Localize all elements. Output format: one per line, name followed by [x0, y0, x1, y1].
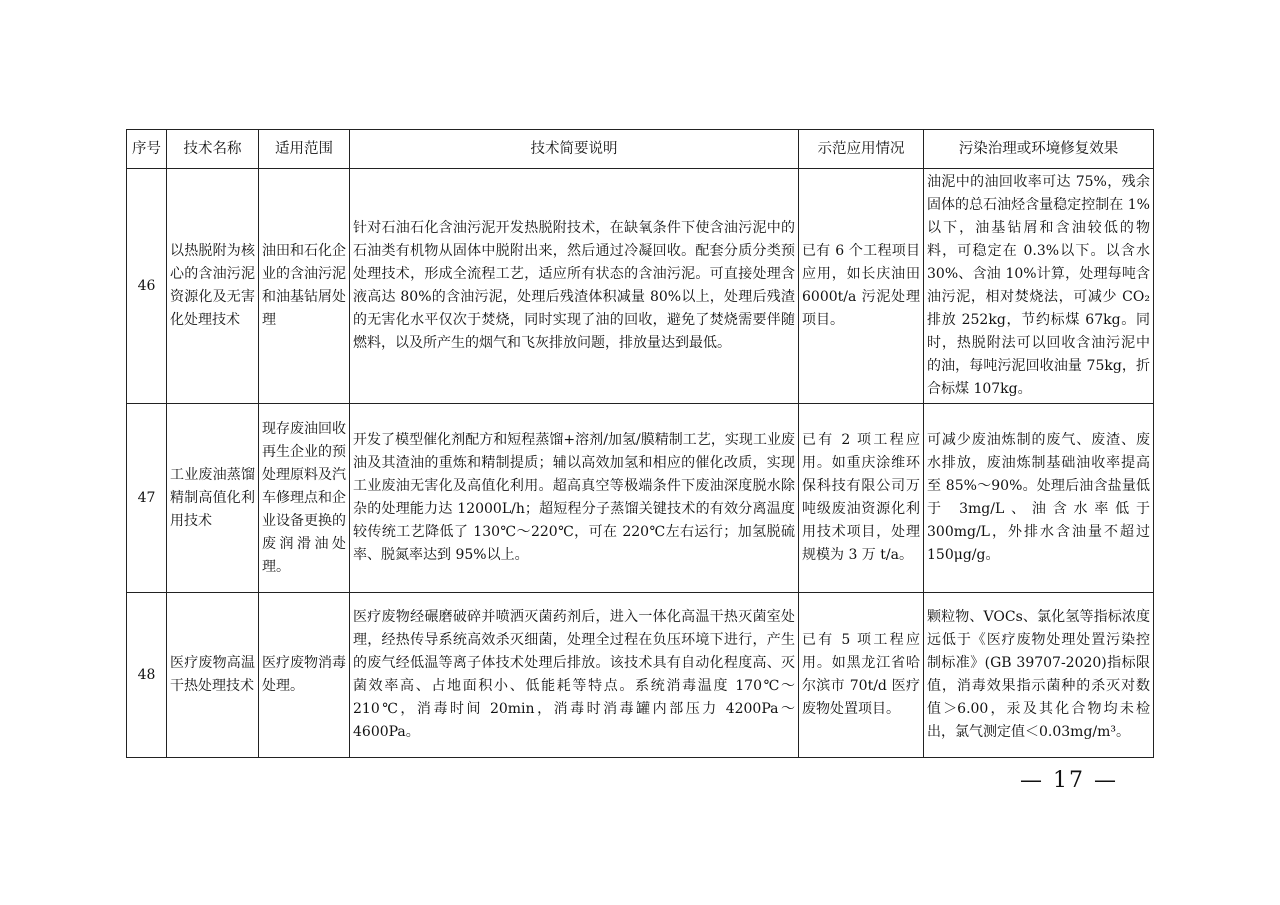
header-name: 技术名称: [167, 130, 259, 169]
row-number: 47: [127, 404, 167, 593]
table-row: [127, 404, 1154, 593]
row-number: 48: [127, 593, 167, 758]
application-scope: 油田和石化企业的含油污泥和油基钻屑处理: [259, 169, 350, 404]
technology-name: 工业废油蒸馏精制高值化利用技术: [167, 404, 259, 593]
technology-table: [126, 129, 1154, 758]
application-scope: 医疗废物消毒处理。: [259, 593, 350, 758]
technology-name: 以热脱附为核心的含油污泥资源化及无害化处理技术: [167, 169, 259, 404]
demonstration-cases: 已有 6 个工程项目应用，如长庆油田 6000t/a 污泥处理项目。: [799, 169, 924, 404]
technology-description: 医疗废物经碾磨破碎并喷洒灭菌药剂后，进入一体化高温干热灭菌室处理，经热传导系统高效杀灭细菌，处理全过程在负压环境下进行，产生的废气经低温等离子体技术处理后排放。该技术具有自动化程度高、灭菌效率高、占地面积小、低能耗等特点。系统消毒温度 170℃～210℃，消毒时间 20min，消毒时消毒罐内部压力 4200Pa～4600Pa。: [350, 593, 799, 758]
table-header-row: [127, 130, 1154, 169]
header-desc: 技术简要说明: [350, 130, 799, 169]
technology-description: 开发了模型催化剂配方和短程蒸馏+溶剂/加氢/膜精制工艺，实现工业废油及其渣油的重炼和精制提质；辅以高效加氢和相应的催化改质，实现工业废油无害化及高值化利用。超高真空等极端条件下废油深度脱水除杂的处理能力达 12000L/h；超短程分子蒸馏关键技术的有效分离温度较传统工艺降低了 130℃～220℃，可在 220℃左右运行；加氢脱硫率、脱氮率达到 95%以上。: [350, 404, 799, 593]
demonstration-cases: 已有 5 项工程应用。如黑龙江省哈尔滨市 70t/d 医疗废物处置项目。: [799, 593, 924, 758]
technology-description: 针对石油石化含油污泥开发热脱附技术，在缺氧条件下使含油污泥中的石油类有机物从固体中脱附出来，然后通过冷凝回收。配套分质分类预处理技术，形成全流程工艺，适应所有状态的含油污泥。可直接处理含液高达 80%的含油污泥，处理后残渣体积减量 80%以上，处理后残渣的无害化水平仅次于焚烧，同时实现了油的回收，避免了焚烧需要伴随燃料，以及所产生的烟气和飞灰排放问题，排放量达到最低。: [350, 169, 799, 404]
table-row: [127, 593, 1154, 758]
treatment-effect: 油泥中的油回收率可达 75%，残余固体的总石油烃含量稳定控制在 1%以下，油基钻屑和含油较低的物料，可稳定在 0.3%以下。以含水 30%、含油 10%计算，处理每吨含油污泥，相对焚烧法，可减少 CO₂ 排放 252kg，节约标煤 67kg。同时，热脱附法可以回收含油污泥中的油，每吨污泥回收油量 75kg，折合标煤 107kg。: [924, 169, 1154, 404]
technology-name: 医疗废物高温干热处理技术: [167, 593, 259, 758]
header-demo: 示范应用情况: [799, 130, 924, 169]
header-no: 序号: [127, 130, 167, 169]
application-scope: 现存废油回收再生企业的预处理原料及汽车修理点和企业设备更换的废润滑油处理。: [259, 404, 350, 593]
header-scope: 适用范围: [259, 130, 350, 169]
header-effect: 污染治理或环境修复效果: [924, 130, 1154, 169]
table-row: [127, 169, 1154, 404]
row-number: 46: [127, 169, 167, 404]
treatment-effect: 颗粒物、VOCs、氯化氢等指标浓度远低于《医疗废物处理处置污染控制标准》(GB 39707-2020)指标限值，消毒效果指示菌种的杀灭对数值＞6.00，汞及其化合物均未检出，氯气测定值＜0.03mg/m³。: [924, 593, 1154, 758]
demonstration-cases: 已有 2 项工程应用。如重庆涂维环保科技有限公司万吨级废油资源化利用技术项目，处理规模为 3 万 t/a。: [799, 404, 924, 593]
treatment-effect: 可减少废油炼制的废气、废渣、废水排放，废油炼制基础油收率提高至 85%～90%。处理后油含盐量低于 3mg/L、油含水率低于 300mg/L，外排水含油量不超过 150μg/g。: [924, 404, 1154, 593]
page-number: — 17 —: [1020, 768, 1118, 793]
